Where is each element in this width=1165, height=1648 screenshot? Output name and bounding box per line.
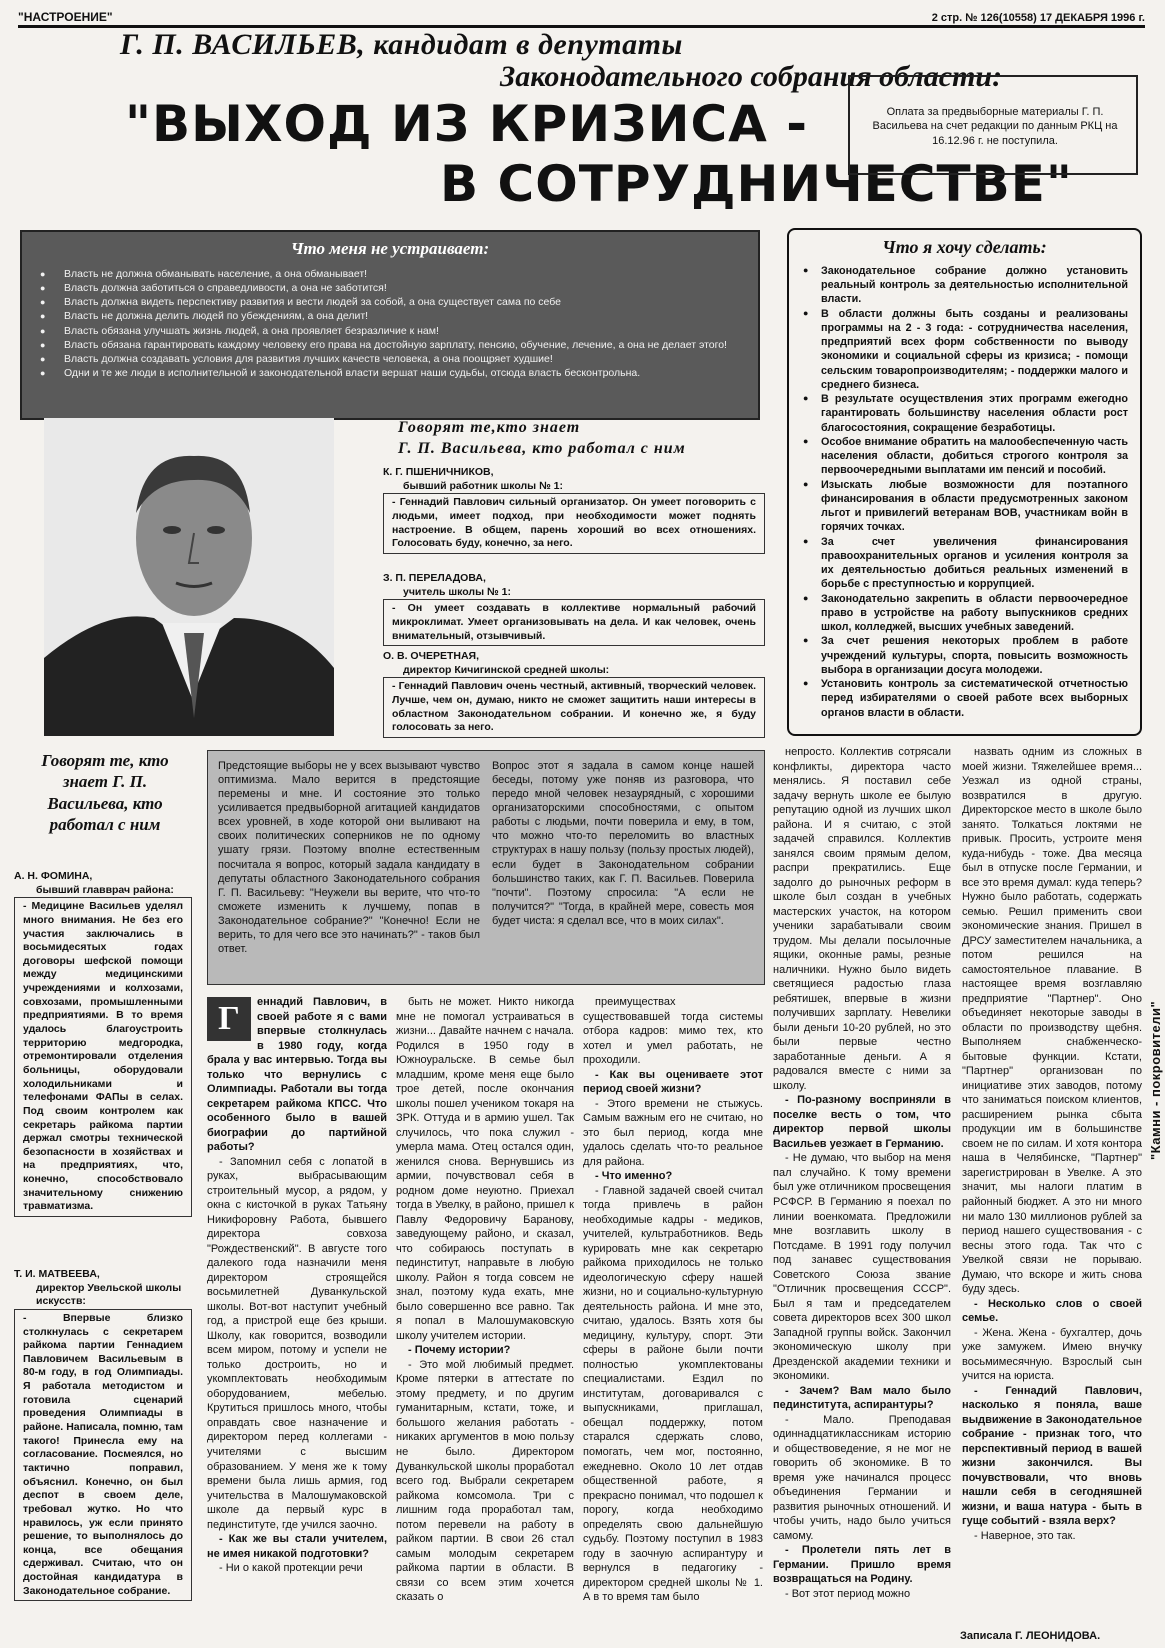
headline-line-2: В СОТРУДНИЧЕСТВЕ": [440, 155, 1073, 213]
interview-question: - Как же вы стали учителем, не имея никакой подготовки?: [207, 1533, 387, 1560]
list-item: ● Одни и те же люди в исполнительной и законодательной власти вершат наши судьбы, отсюда власть бесконтрольна.: [36, 366, 744, 380]
wish-list: [801, 264, 1128, 720]
interview-answer: - Запомнил себя с лопатой в руках, выбрасывающим строительный мусор, а рядом, у окна с кисточкой в руках Татьяну Никифоровну Работа, бывшего директора совхоза "Рождественский". В августе того далекого года назначили меня директором строящейся восьмилетней Дуванкульской школы. Вот-вот наступит учебный год, а пристрой еще без крыши. Школу, как говорится, возводили всем миром, потому и успели не только достроить, но и укомплектовать необходимым оборудованием, мебелью. Крутиться пришлось много, чтобы оправдать свое назначение и директором перед коллегами - учителями с высшим образованием. У меня же к тому времени была лишь армия, год учительства в Малошумаковской школе да первый курс в пединституте, где учился заочно.: [207, 1155, 387, 1531]
kicker-line-1: Г. П. ВАСИЛЬЕВ, кандидат в депутаты: [120, 28, 683, 61]
list-item: ● Особое внимание обратить на малообеспеченную часть населения области, добиться строгого контроля за первоочередными выплатами им пенсий и пособий.: [801, 435, 1128, 478]
testimonial-role: директор Кичигинской средней школы:: [403, 663, 610, 676]
interview-answer: - Это мой любимый предмет. Кроме пятерки в аттестате по этому предмету, и по другим гуманитарным, кстати, тоже, и большого желания работать - никаких аргументов в мою пользу не было. Директором Дуванкульской школы проработал всего год. Выбрали секретарем райкома комсомола. Три с лишним года проработал там, потом перевели на работу в райком партии. В свои 26 стал самым молодым секретарем райкома партии в области. В связи со всем этим хочется сказать о: [396, 1358, 574, 1604]
list-item: ● Власть обязана улучшать жизнь людей, а она проявляет безразличие к нам!: [36, 324, 744, 338]
list-item: ● Власть не должна обманывать население, а она обманывает!: [36, 267, 744, 281]
testimonial-2: [383, 572, 765, 646]
article-column-5: [962, 745, 1142, 1630]
left-testimonial-1: [14, 870, 192, 1217]
testimonial-name: К. Г. ПШЕНИЧНИКОВ,: [383, 466, 494, 478]
list-item: ● За счет увеличения финансирования правоохранительных органов и усиления контроля за их деятельностью добиться реальных изменений в борьбе с преступностью и коррупцией.: [801, 535, 1128, 592]
interview-answer: - Главной задачей своей считал тогда привлечь в район необходимые кадры - медиков, учителей, культработников. Ведь курировать мне как секретарю райкома приходилось не только идеологическую сферу нашей жизни, но и социально-культурную деятельность района. И мне это, считаю, удалось. Взять хотя бы медицину, культуру, спорт. Эти сферы в районе были почти полностью укомплектованы специалистами. Ездил по институтам, договаривался с выпускниками, приглашал, обещал поддержку, потом старался сдержать слово, помогать, чем мог, постоянно, ежедневно. Около 10 лет отдав общественной работе, я прекрасно понимал, что подошел к порогу, когда необходимо определять свою дальнейшую судьбу. Поэтому поступил в 1983 году в заочную аспирантуру и вернулся в педагогику - директором средней школы № 1. А в то время там было: [583, 1184, 763, 1604]
list-item: ● Власть должна заботиться о справедливости, а она не заботится!: [36, 281, 744, 295]
article-column-1: [207, 995, 387, 1635]
testimonial-role: бывший работник школы № 1:: [403, 479, 564, 492]
testimonial-name: Т. И. МАТВЕЕВА,: [14, 1268, 100, 1280]
signature: Записала Г. ЛЕОНИДОВА.: [960, 1630, 1101, 1642]
list-item: ● В области должны быть созданы и реализованы программы на 2 - 3 года: - сотрудничества населения, предприятий всех форм собственности по выводу экономики и социальной сферы из кризиса; - помощи сельским товаропроизводителям; - поддержки малого и среднего бизнеса.: [801, 307, 1128, 393]
interview-question: - Пролетели пять лет в Германии. Пришло время возвращаться на Родину.: [773, 1544, 951, 1586]
testimonial-text: - Геннадий Павлович сильный организатор. Он умеет поговорить с людьми, имеет подход, при необходимости может поднять настроение. В общем, парень хороший во всех отношениях. Голосовать буду, конечно, за него.: [383, 493, 765, 554]
testimonial-text: - Геннадий Павлович очень честный, активный, творческий человек. Лучше, чем он, думаю, никто не сможет защитить наши интересы в областном Законодательном собрании. И конечно же, я буду голосовать за него.: [383, 677, 765, 738]
payment-note: Оплата за предвыборные материалы Г. П. Васильева на счет редакции по данным РКЦ на 16.12.96 г. не поступила.: [848, 75, 1138, 175]
testimonials-heading-line2: Г. П. Васильева, кто работал с ним: [398, 439, 686, 457]
article-column-3: [583, 995, 763, 1635]
interview-answer: непросто. Коллектив сотрясали конфликты, директора часто менялись. Я поставил себе задачу вернуть школе ее былую репутацию одной из лучших школ района. И я считаю, с этой задачей справился. Коллектив занялся своим прямым делом, распри прекратились. Еще задолго до рыночных реформ в школе был создан в учебных мастерских участок, на котором ученики зарабатывали своим трудом. Мы делали посылочные ящики, оконные рамы, резные наличники. Нужно было видеть светящиеся радостью глаза ребятишек, впервые в жизни получивших зарплату. Невелики были деньги 10-20 рублей, но это были первые честно заработанные деньги. А я радовался вместе с ними за школу.: [773, 746, 951, 1092]
dislike-box: [20, 230, 760, 420]
headline-line-1: "ВЫХОД ИЗ КРИЗИСА -: [125, 95, 809, 153]
intro-column-2: Вопрос этот я задала в самом конце нашей беседы, потому уже поняв из разговора, что передо мной человек незаурядный, с хорошими организаторскими способностями, с опытом работы с людьми, почти поверила и ему, в том, что можно что-то переломить во властных структурах в нашу пользу (пользу простых людей), если будет в Законодательном собрании большинство таких, как Г. П. Васильев. Поверила "почти". Поэтому спросила: "А если не получится?" "Тогда, в крайней мере, совесть моя будет чиста: я сделал все, что в моих силах".: [492, 760, 754, 927]
interview-question: - Геннадий Павлович, насколько я поняла, ваше выдвижение в Законодательное собрание - признак того, что перспективный период в вашей жизни закончился. Вы почувствовали, что вновь нашли себя в сегодняшней жизни, и ваша натура - быть в гуще событий - взяла верх?: [962, 1384, 1142, 1528]
list-item: ● Законодательно закрепить в области первоочередное право в устройстве на работу выпускников средних школ, колледжей, высших учебных заведений.: [801, 592, 1128, 635]
list-item: ● Власть обязана гарантировать каждому человеку его права на достойную зарплату, пенсию, обучение, лечение, а она не делает этого!: [36, 338, 744, 352]
interview-question: - По-разному восприняли в поселке весть о том, что директор первой школы Васильев уезжает в Германию.: [773, 1094, 951, 1150]
testimonial-name: З. П. ПЕРЕЛАДОВА,: [383, 572, 486, 584]
list-item: ● Власть должна создавать условия для развития лучших качеств человека, а она поощряет худшие!: [36, 352, 744, 366]
list-item: ● Изыскать любые возможности для поэтапного финансирования в области предусмотренных законом льгот и привилегий ветеранам ВОВ, участникам войн в горячих точках.: [801, 478, 1128, 535]
testimonial-3: [383, 650, 765, 738]
testimonial-role: директор Увельской школы искусств:: [36, 1281, 182, 1308]
interview-question: еннадий Павлович, в своей работе я с вами впервые столкнулась в 1980 году, когда брала у вас интервью. Тогда вы только что вернулись с Олимпиады. Работали вы тогда секретарем райкома КПСС. Что особенного было в вашей биографии до партийной работы?: [207, 996, 387, 1154]
candidate-photo: [44, 418, 334, 736]
interview-question: - Зачем? Вам мало было пединститута, аспирантуры?: [773, 1384, 951, 1412]
testimonials-heading-line1: Говорят те,кто знает: [398, 419, 581, 436]
testimonial-name: О. В. ОЧЕРЕТНАЯ,: [383, 650, 480, 662]
interview-answer: - Вот этот период можно: [785, 1587, 911, 1600]
interview-answer: быть не может. Никто никогда мне не помогал устраиваться в жизни... Давайте начнем с начала. Родился в 1950 году в Южноуральске. В семье был младшим, кроме меня еще было трое детей, после окончания школы пошел учеником токаря на ЗРК. Оттуда и в армию ушел. Так случилось, что пока служил - умерла мама. Отец остался один, женился снова. Вернувшись из армии, почувствовал себя в родном доме неуютно. Приехал тогда в Увелку, в районо, пришел к Павлу Федоровичу Баранову, заведующему районо, и сказал, что собираюсь поступать в пединститут, направьте в любую школу. Район я тогда совсем не знал, поэтому куда ехать, мне было совершенно все равно. Так я попал в Малошумаковскую школу учителем истории.: [396, 996, 574, 1342]
testimonial-text: - Медицине Васильев уделял много внимания. Не без его участия заключались в восьмидесятых годах договоры шефской помощи между медицинскими учреждениями и колхозами, совхозами, промышленными предприятиями. В то время удалось благоустроить территорию медгородка, отремонтировали отделения больницы, оборудовали холодильниками и телефонами ФАПы в селах. Под своим контролем как секретарь райкома партии держал смотры технической безопасности в хозяйствах и на предприятиях, что, конечно, способствовало значительному снижению травматизма.: [14, 897, 192, 1217]
testimonials-heading: [398, 418, 686, 460]
intro-box: [207, 750, 765, 985]
testimonial-text: - Он умеет создавать в коллективе нормальный рабочий микроклимат. Умеет организовывать на дела. И как человек, очень внимательный, отзывчивый.: [383, 599, 765, 646]
article-column-2: [396, 995, 574, 1635]
side-tab-label: "Камни - покровители": [1148, 1000, 1163, 1160]
kicker-line-2: Законодательного собрания области:: [500, 60, 1003, 93]
testimonial-1: [383, 466, 765, 554]
testimonial-name: А. Н. ФОМИНА,: [14, 870, 93, 882]
dislike-list: [36, 267, 744, 380]
interview-question: - Как вы оцениваете этот период своей жизни?: [583, 1068, 763, 1096]
interview-answer: - Этого времени не стыжусь. Самым важным его не считаю, но это был период, когда мне удалось сделать что-то реальное для района.: [583, 1097, 763, 1168]
interview-question: - Что именно?: [595, 1170, 673, 1183]
left-testimonial-2: [14, 1268, 192, 1601]
list-item: ● Власть не должна делить людей по убеждениям, а она делит!: [36, 309, 744, 323]
wish-heading: Что я хочу сделать:: [882, 237, 1047, 257]
dislike-heading: Что меня не устраивает:: [290, 239, 490, 258]
left-testimonials-heading: Говорят те, кто знает Г. П. Васильева, кто работал с ним: [41, 751, 169, 834]
wish-box: [787, 228, 1142, 736]
interview-question: - Почему истории?: [408, 1344, 511, 1357]
interview-answer: - Жена. Жена - бухгалтер, дочь уже замужем. Имею внучку восьмимесячную. Взрослый сын учится на юриста.: [962, 1326, 1142, 1383]
intro-column-1: Предстоящие выборы не у всех вызывают чувство оптимизма. Мало верится в предстоящие перемены и мне. И состояние это только усиливается предвыборной агитацией кандидатов всех уровней, в ходе которой они выливают на своих политических соперников не по одному ушату грязи. Поэтому вполне естественным посчитала я вопрос, который задала кандидату в депутаты областного Законодательного собрания Г. П. Васильеву: "Неужели вы верите, что что-то сможете изменить к лучшему, попав в Законодательное собрание?" "Конечно! Если не верить, то для чего все это начинать?" - таков был ответ.: [218, 760, 480, 956]
interview-answer: преимуществах существовавшей тогда системы отбора кадров: мимо тех, кто хотел и умел работать, не проходили.: [583, 996, 763, 1067]
interview-answer: - Наверное, это так.: [974, 1529, 1076, 1542]
testimonial-text: - Впервые близко столкнулась с секретарем райкома партии Геннадием Павловичем Васильевым в 80-м году, в год Олимпиады. Я работала методистом и готовила сценарий проведения Олимпиады в районе. Написала, помню, там такого! Принесла ему на согласование. Посмеялся, но тактично поправил, объяснил. Конечно, он был деспот в своем деле, требовал жутко. Но что нравилось, уж если принято решение, то выполнялось до конца, все обещания сдерживал. Считаю, что он достойная кандидатура в Законодательное собрание.: [14, 1309, 192, 1601]
paper-name: "НАСТРОЕНИЕ": [18, 10, 113, 24]
testimonial-role: учитель школы № 1:: [403, 585, 511, 598]
article-column-4: [773, 745, 951, 1635]
list-item: ● За счет решения некоторых проблем в работе учреждений культуры, спорта, повысить возможность выбора в организации досуга молодежи.: [801, 634, 1128, 677]
list-item: ● В результате осуществления этих программ ежегодно гарантировать большинству населения области рост благосостояния, сокращение безработицы.: [801, 392, 1128, 435]
issue-line: 2 стр. № 126(10558) 17 ДЕКАБРЯ 1996 г.: [931, 12, 1145, 24]
interview-question: - Несколько слов о своей семье.: [962, 1297, 1142, 1325]
interview-answer: - Не думаю, что выбор на меня пал случайно. К тому времени был уже отличником просвещения РСФСР. В Германию я поехал по линии военкомата. Предложили мне возглавить школу в Потсдаме. В 1991 году получил под занавес существования Советского Союза звание "Отличник просвещения СССР". Был я там и председателем совета директоров всех 300 школ Западной группы войск. Закончил экономическую школу при Дрезденской академии техники и экономики.: [773, 1152, 951, 1383]
list-item: ● Установить контроль за систематической отчетностью перед избирателями о своей работе всех выборных органов власти в области.: [801, 677, 1128, 720]
interview-answer: назвать одним из сложных в моей жизни. Тяжелейшее время... Уезжал из одной страны, возвратился в другую. Директорское место в школе было занято. Толкаться локтями не привык. Просить, устроите меня куда-нибудь - тоже. Два месяца был в отпуске после Германии, и все это время думал: куда теперь? Нужно было работать, содержать семью. Решил применить свои экономические знания. Пришел в ДРСУ заместителем начальника, а потом решился на самостоятельное плавание. В настоящее время возглавляю предприятие "Партнер". Оно объединяет некоторые заводы в области по производству щебня. Выполняем снабженческо-бытовые функции. Кстати, "Партнер" организован по инициативе этих заводов, потому что заниматься поиском клиентов, расширением рынка сбыта продукции им в большинстве своем не по силам. И хотя контора наша в Челябинске, "Партнер" зарегистрирован в Увелке. А это значит, мы налоги платим в районный бюджет. А это ни много ни мало 130 миллионов рублей за период нашего существования - с весны этого года. Так что с Увелкой связи не порываю. Думаю, что вскоре и жить снова буду здесь.: [962, 746, 1142, 1296]
dropcap: Г: [207, 997, 251, 1041]
testimonial-role: бывший главврач района:: [36, 883, 174, 896]
interview-answer: - Ни о какой протекции речи: [219, 1562, 363, 1575]
list-item: ● Законодательное собрание должно установить реальный контроль за деятельностью исполнительной власти.: [801, 264, 1128, 307]
list-item: ● Власть должна видеть перспективу развития и вести людей за собой, а она существует сама по себе: [36, 295, 744, 309]
interview-answer: - Мало. Преподавая одиннадцатиклассникам историю и обществоведение, я не мог не говорить об экономике. В то время уже начинался процесс объединения Германии и развития рыночных отношений. И чтобы учить, надо было учиться самому.: [773, 1413, 951, 1542]
